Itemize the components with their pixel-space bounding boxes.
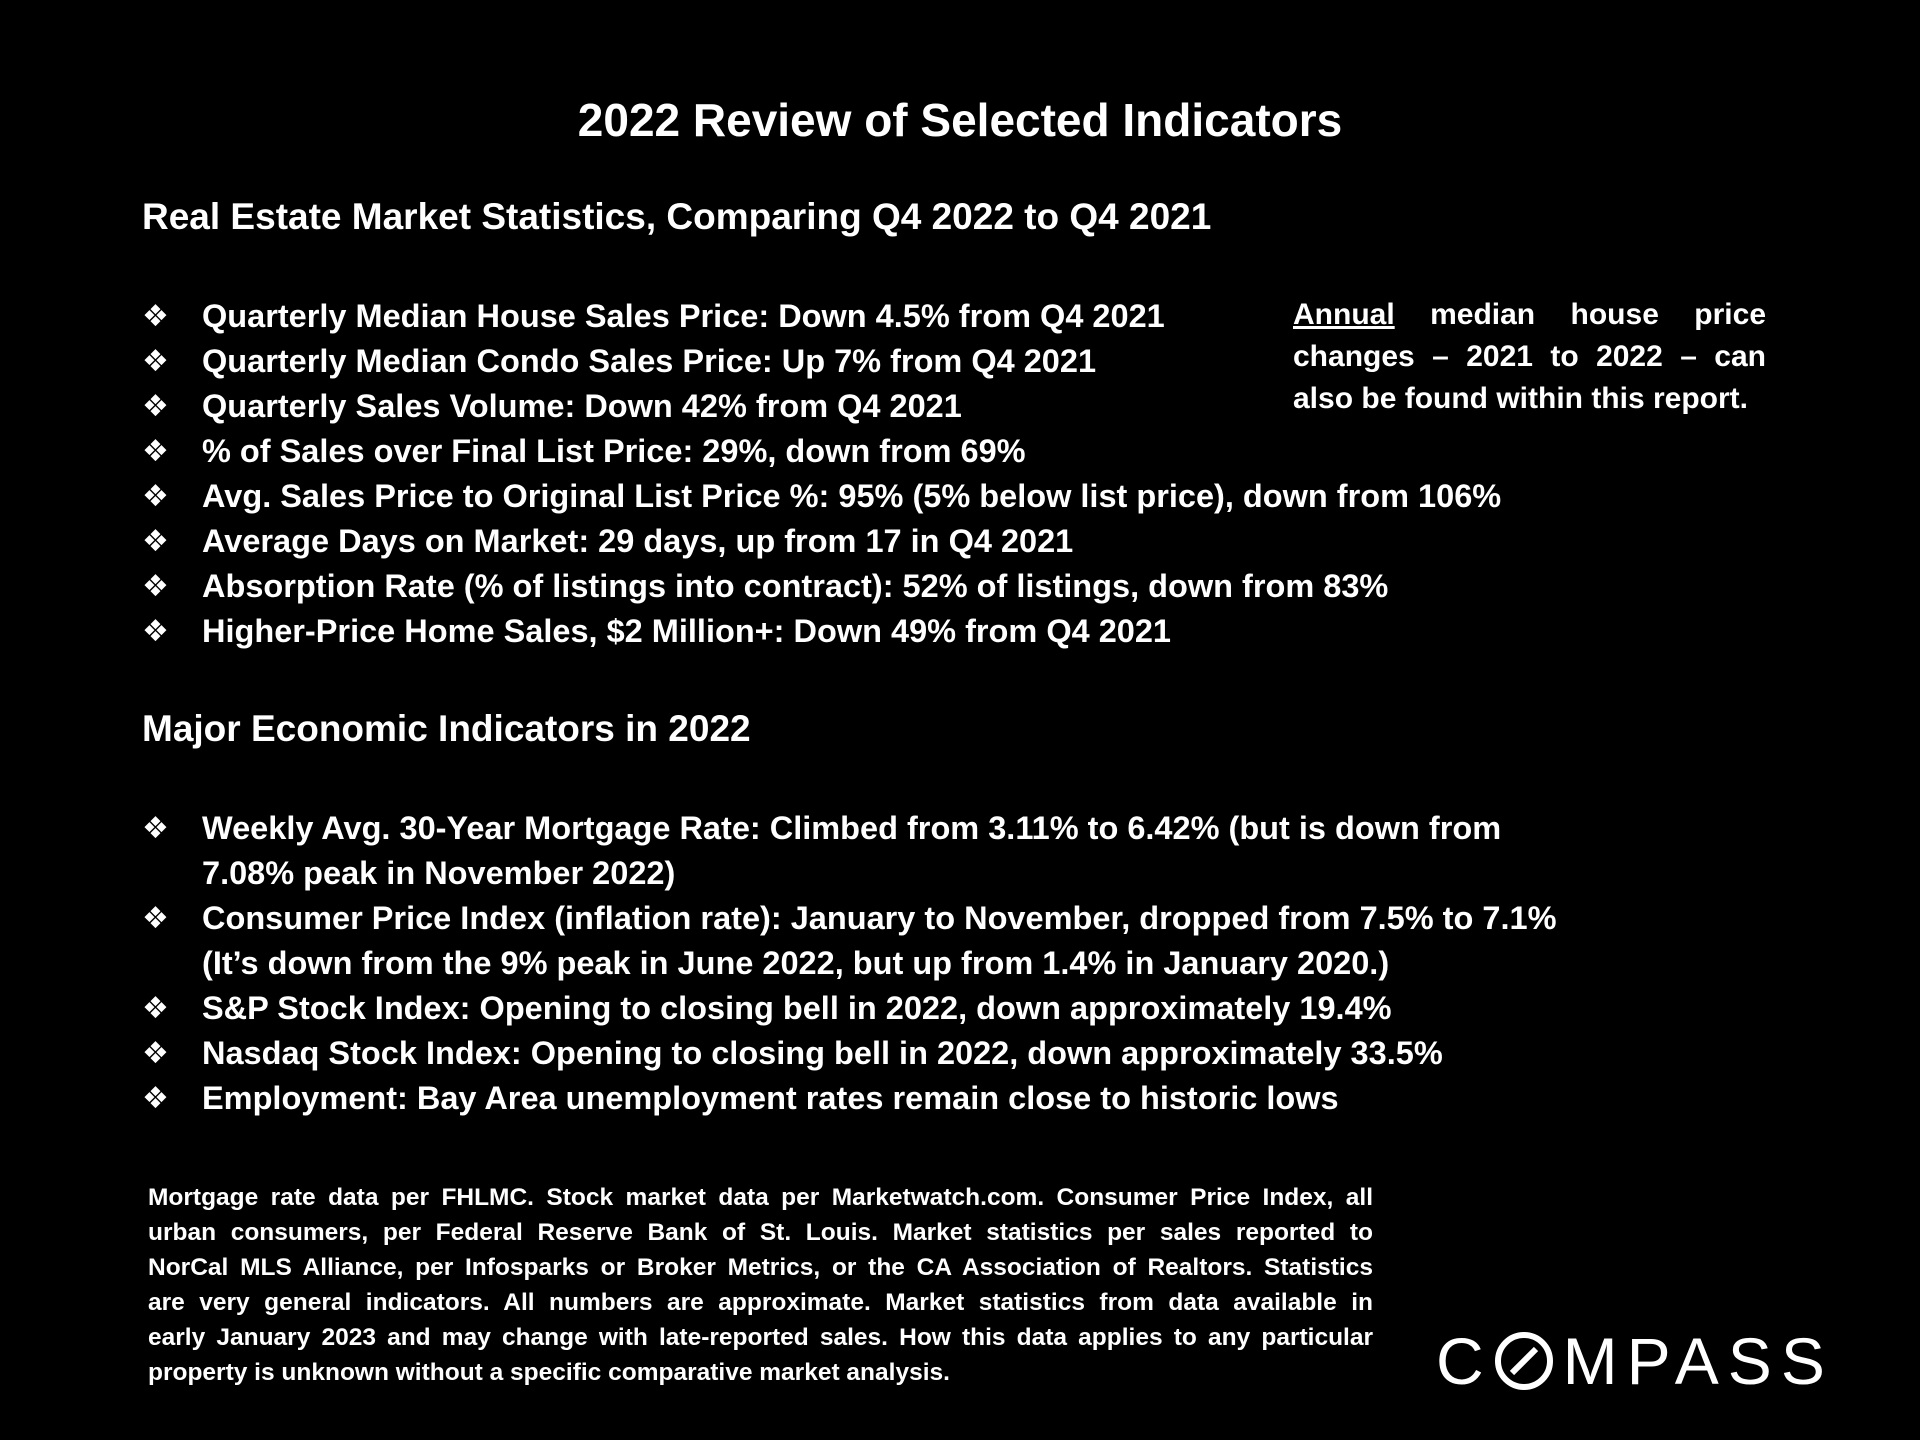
- diamond-bullet-icon: ❖: [142, 811, 169, 846]
- economic-item-text: S&P Stock Index: Opening to closing bell in 2022, down approximately 19.4%: [202, 990, 1392, 1026]
- compass-logo: [1436, 1326, 1834, 1396]
- real-estate-item-text: Quarterly Median Condo Sales Price: Up 7% from Q4 2021: [202, 343, 1097, 379]
- footnote-line: early January 2023 and may change with late-reported sales. How this data applies to any particular: [148, 1324, 1373, 1351]
- economic-item-text: Consumer Price Index (inflation rate): January to November, dropped from 7.5% to 7.1%: [202, 900, 1557, 936]
- diamond-bullet-icon: ❖: [142, 299, 169, 334]
- diamond-bullet-icon: ❖: [142, 1081, 169, 1116]
- economic-item-continuation: (It’s down from the 9% peak in June 2022, but up from 1.4% in January 2020.): [202, 945, 1390, 981]
- real-estate-heading: Real Estate Market Statistics, Comparing Q4 2022 to Q4 2021: [142, 196, 1212, 237]
- note-underlined-word: Annual: [1293, 298, 1395, 331]
- diamond-bullet-icon: ❖: [142, 1036, 169, 1071]
- list-item: [142, 986, 1556, 1031]
- page-title: 2022 Review of Selected Indicators: [577, 94, 1343, 146]
- footnote-line: Mortgage rate data per FHLMC. Stock market data per Marketwatch.com. Consumer Price Index, all: [148, 1184, 1373, 1211]
- footnote-line: urban consumers, per Federal Reserve Bank of St. Louis. Market statistics per sales reported to: [148, 1219, 1373, 1246]
- footnote-line: property is unknown without a specific comparative market analysis.: [148, 1359, 950, 1386]
- economic-item-text: Weekly Avg. 30-Year Mortgage Rate: Climbed from 3.11% to 6.42% (but is down from: [202, 810, 1502, 846]
- note-line: changes – 2021 to 2022 – can: [1293, 340, 1766, 373]
- real-estate-item-text: Avg. Sales Price to Original List Price %: 95% (5% below list price), down from 106%: [202, 478, 1502, 514]
- logo-letters-start: C: [1436, 1324, 1493, 1398]
- real-estate-item-text: Quarterly Median House Sales Price: Down 4.5% from Q4 2021: [202, 298, 1165, 334]
- footnote-line: NorCal MLS Alliance, per Infosparks or Broker Metrics, or the CA Association of Realtors. Statistics: [148, 1254, 1373, 1281]
- list-item: [142, 609, 1501, 654]
- list-item: [142, 519, 1501, 564]
- note-line: [1293, 294, 1766, 336]
- list-item: [142, 429, 1501, 474]
- diamond-bullet-icon: ❖: [142, 991, 169, 1026]
- list-item: [142, 1076, 1556, 1121]
- real-estate-item-text: Absorption Rate (% of listings into contract): 52% of listings, down from 83%: [202, 568, 1389, 604]
- real-estate-item-text: Average Days on Market: 29 days, up from 17 in Q4 2021: [202, 523, 1074, 559]
- list-item: [142, 896, 1556, 986]
- diamond-bullet-icon: ❖: [142, 569, 169, 604]
- diamond-bullet-icon: ❖: [142, 614, 169, 649]
- economic-item-text: Employment: Bay Area unemployment rates remain close to historic lows: [202, 1080, 1339, 1116]
- footnote-line: are very general indicators. All numbers are approximate. Market statistics from data available in: [148, 1289, 1373, 1316]
- list-item: [142, 806, 1556, 896]
- list-item: [142, 564, 1501, 609]
- economic-list: [142, 806, 1556, 1121]
- logo-letters-end: MPASS: [1562, 1324, 1834, 1398]
- list-item: [142, 1031, 1556, 1076]
- diamond-bullet-icon: ❖: [142, 479, 169, 514]
- list-item: [142, 474, 1501, 519]
- economic-item-continuation: 7.08% peak in November 2022): [202, 855, 676, 891]
- real-estate-item-text: Quarterly Sales Volume: Down 42% from Q4 2021: [202, 388, 962, 424]
- compass-o-icon: [1495, 1332, 1553, 1390]
- diamond-bullet-icon: ❖: [142, 434, 169, 469]
- real-estate-item-text: Higher-Price Home Sales, $2 Million+: Down 49% from Q4 2021: [202, 613, 1172, 649]
- sources-footnote: [148, 1180, 1373, 1390]
- annual-price-note: [1293, 294, 1766, 420]
- diamond-bullet-icon: ❖: [142, 389, 169, 424]
- diamond-bullet-icon: ❖: [142, 901, 169, 936]
- economic-heading: Major Economic Indicators in 2022: [142, 708, 751, 749]
- diamond-bullet-icon: ❖: [142, 524, 169, 559]
- real-estate-item-text: % of Sales over Final List Price: 29%, down from 69%: [202, 433, 1026, 469]
- note-line-rest: median house price: [1430, 298, 1766, 331]
- economic-item-text: Nasdaq Stock Index: Opening to closing bell in 2022, down approximately 33.5%: [202, 1035, 1443, 1071]
- diamond-bullet-icon: ❖: [142, 344, 169, 379]
- note-line: also be found within this report.: [1293, 382, 1748, 415]
